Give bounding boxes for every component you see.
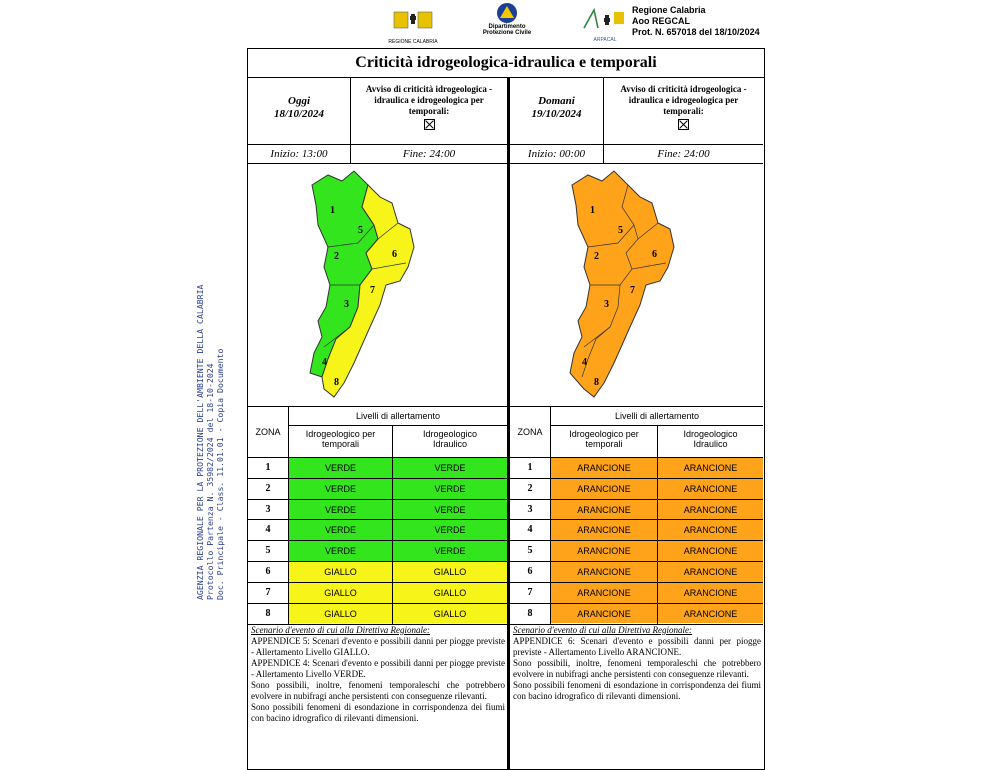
level-idraulico-cell: VERDE [392,478,507,499]
stamp-line-3: Doc. Principale - Class. 11.01.01 - Copia Documento [215,348,225,600]
left-date: 18/10/2024 [273,108,325,120]
level-temporali-cell: ARANCIONE [550,540,657,561]
bulletin-title: Criticità idrogeologica-idraulica e temporali [248,49,764,78]
level-temporali-cell: GIALLO [288,582,392,603]
level-temporali-cell: ARANCIONE [550,603,657,624]
zone-number: 7 [248,582,288,603]
left-col2-header: Idrogeologico Idraulico [422,429,478,449]
left-map-zone-2: 2 [334,251,339,262]
left-map-zone-3: 3 [344,299,349,310]
level-idraulico-cell: ARANCIONE [657,499,763,520]
right-map-zone-5: 5 [618,225,623,236]
level-idraulico-cell: GIALLO [392,561,507,582]
zone-number: 3 [248,499,288,520]
level-temporali-cell: ARANCIONE [550,561,657,582]
level-idraulico-cell: GIALLO [392,582,507,603]
left-avviso-checkbox [424,119,435,130]
level-idraulico-cell: VERDE [392,540,507,561]
zone-number: 6 [510,561,550,582]
right-zone-map [548,167,728,403]
left-scenario-line-3: Sono possibili, inoltre, fenomeni temporaleschi che potrebbero evolvere in nubifragi anche persistenti con conseguenze rilevanti. [251,680,505,701]
level-idraulico-cell: ARANCIONE [657,457,763,478]
prot-line-number: Prot. N. 657018 del 18/10/2024 [632,27,760,37]
arpacal-logo [580,6,630,43]
left-scenario-title: Scenario d'evento di cui alla Direttiva Regionale: [251,625,431,635]
zone-number: 7 [510,582,550,603]
arpacal-emblem-icon [580,6,630,32]
right-scenario-line-2: Sono possibili, inoltre, fenomeni temporaleschi che potrebbero evolvere in nubifragi anche persistenti con conseguenze rilevanti. [513,658,761,679]
level-temporali-cell: GIALLO [288,603,392,624]
left-day-label: Oggi [288,95,310,107]
left-map-zone-8: 8 [334,377,339,388]
protezione-civile-line2: Protezione Civile [482,30,532,36]
level-temporali-cell: VERDE [288,478,392,499]
right-map-zone-2: 2 [594,251,599,262]
zone-number: 1 [248,457,288,478]
left-zona-header: ZONA [255,427,281,437]
left-avviso-box [351,77,507,144]
left-map-zone-7: 7 [370,285,375,296]
right-livelli-header: Livelli di allertamento [614,411,700,421]
left-inizio: Inizio: 13:00 [248,145,351,163]
level-temporali-cell: GIALLO [288,561,392,582]
level-idraulico-cell: VERDE [392,519,507,540]
zone-number: 2 [510,478,550,499]
left-scenario-line-1: APPENDICE 5: Scenari d'evento e possibili danni per piogge previste - Allertamento Livello GIALLO. [251,636,505,657]
left-scenario-line-4: Sono possibili fenomeni di esondazione in corrispondenza dei fiumi con bacino idrografico di rilevanti dimensioni. [251,702,505,723]
protezione-civile-logo [472,2,542,46]
regione-calabria-emblem-icon [388,6,438,34]
level-idraulico-cell: ARANCIONE [657,478,763,499]
right-fine: Fine: 24:00 [657,148,710,160]
level-temporali-cell: VERDE [288,457,392,478]
right-zona-header: ZONA [517,427,543,437]
protocol-info [632,5,792,38]
level-temporali-cell: ARANCIONE [550,457,657,478]
regione-calabria-logo [388,6,438,45]
right-col2-header: Idrogeologico Idraulico [683,429,738,449]
arpacal-label: ARPACAL [593,37,617,43]
level-temporali-cell: ARANCIONE [550,519,657,540]
right-avviso-box [604,77,763,144]
right-scenario-title: Scenario d'evento di cui alla Direttiva Regionale: [513,625,693,635]
left-col1-header: Idrogeologico per temporali [305,429,376,449]
right-map-zone-1: 1 [590,205,595,216]
right-map-zone-8: 8 [594,377,599,388]
left-zone-map [288,167,468,403]
level-idraulico-cell: ARANCIONE [657,519,763,540]
right-levels-table [510,457,763,624]
level-idraulico-cell: ARANCIONE [657,603,763,624]
left-livelli-header: Livelli di allertamento [355,411,441,421]
level-idraulico-cell: VERDE [392,499,507,520]
zone-number: 3 [510,499,550,520]
bulletin-frame [247,48,765,770]
regione-calabria-label: REGIONE CALABRIA [388,39,438,45]
right-date-box [510,77,604,144]
right-scenario-line-1: APPENDICE 6: Scenari d'evento e possibili danni per piogge previste - Allertamento Livello ARANCIONE. [513,636,761,657]
left-map-zone-4: 4 [322,357,327,368]
right-inizio: Inizio: 00:00 [510,145,604,163]
right-map-zone-7: 7 [630,285,635,296]
level-temporali-cell: VERDE [288,540,392,561]
level-temporali-cell: VERDE [288,519,392,540]
prot-line-regione: Regione Calabria [632,5,706,15]
level-temporali-cell: ARANCIONE [550,499,657,520]
left-avviso-text: Avviso di criticità idrogeologica - idraulica e idrogeologica per temporali: [365,84,493,116]
zone-number: 8 [510,603,550,624]
zone-number: 6 [248,561,288,582]
protezione-civile-line1: Dipartimento [488,24,526,30]
left-fine: Fine: 24:00 [402,148,456,160]
left-map-zone-5: 5 [358,225,363,236]
arpacal-protocol-stamp [195,220,225,600]
left-map-zone-1: 1 [330,205,335,216]
left-calabria-map-icon [288,167,468,403]
level-idraulico-cell: ARANCIONE [657,540,763,561]
zone-number: 2 [248,478,288,499]
right-scenario [513,625,761,765]
stamp-line-2: Protocollo Partenza N. 35982/2024 del 18-10-2024 [205,363,215,600]
right-map-zone-4: 4 [582,357,587,368]
level-temporali-cell: ARANCIONE [550,478,657,499]
zone-number: 4 [510,519,550,540]
zone-number: 1 [510,457,550,478]
right-map-zone-3: 3 [604,299,609,310]
zone-number: 5 [248,540,288,561]
left-date-box [248,77,351,144]
zone-number: 4 [248,519,288,540]
left-map-zone-6: 6 [392,249,397,260]
protezione-civile-emblem-icon [495,2,519,24]
right-calabria-map-icon [548,167,728,403]
level-idraulico-cell: ARANCIONE [657,561,763,582]
right-scenario-line-3: Sono possibili fenomeni di esondazione in corrispondenza dei fiumi con bacino idrografico di rilevanti dimensioni. [513,680,761,701]
right-map-zone-6: 6 [652,249,657,260]
right-avviso-text: Avviso di criticità idrogeologica - idraulica e idrogeologica per temporali: [620,84,747,116]
left-scenario-line-2: APPENDICE 4: Scenari d'evento e possibili danni per piogge previste - Allertamento Livello VERDE. [251,658,505,679]
level-idraulico-cell: VERDE [392,457,507,478]
left-scenario [251,625,505,765]
right-day-label: Domani [538,95,575,107]
zone-number: 8 [248,603,288,624]
right-date: 19/10/2024 [531,108,582,120]
zone-number: 5 [510,540,550,561]
left-levels-table [248,457,507,624]
right-col1-header: Idrogeologico per temporali [569,429,639,449]
right-avviso-checkbox [678,119,689,130]
level-idraulico-cell: GIALLO [392,603,507,624]
stamp-line-1: AGENZIA REGIONALE PER LA PROTEZIONE DELL'AMBIENTE DELLA CALABRIA [195,284,205,600]
level-temporali-cell: ARANCIONE [550,582,657,603]
level-idraulico-cell: ARANCIONE [657,582,763,603]
prot-line-aoo: Aoo REGCAL [632,16,690,26]
level-temporali-cell: VERDE [288,499,392,520]
